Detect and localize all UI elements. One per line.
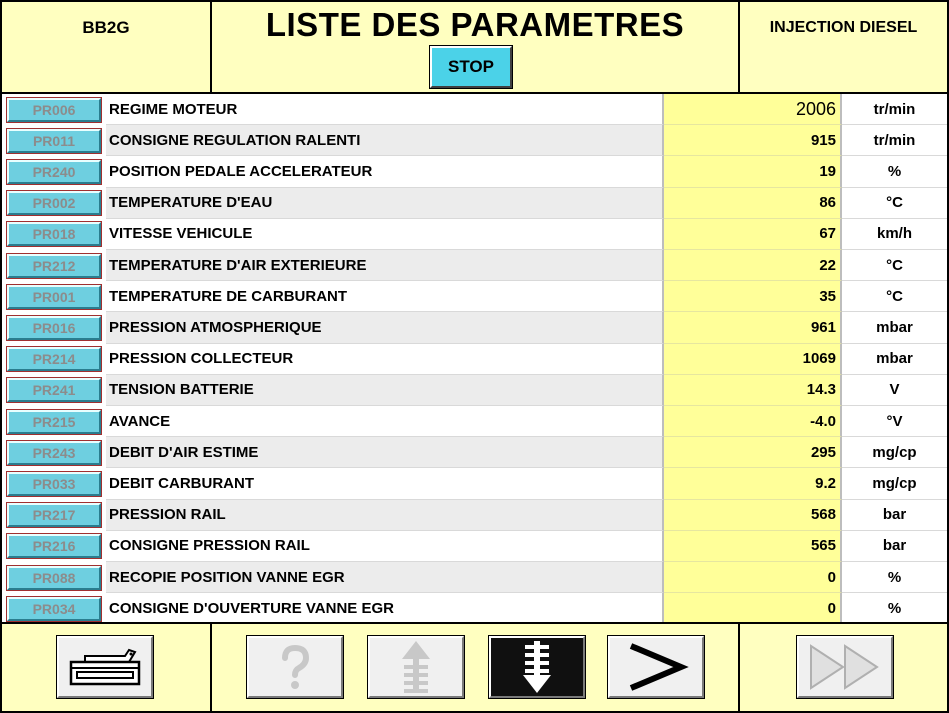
param-code-cell	[2, 500, 106, 531]
table-row	[2, 94, 947, 125]
system-name: INJECTION DIESEL	[769, 19, 918, 36]
param-unit: °C	[842, 188, 947, 219]
table-row	[2, 531, 947, 562]
chevron-right-icon	[621, 640, 691, 694]
param-unit: bar	[842, 531, 947, 562]
param-label: VITESSE VEHICULE	[106, 219, 664, 250]
scroll-down-button[interactable]	[489, 636, 585, 698]
param-value: -4.0	[664, 406, 842, 437]
param-value: 915	[664, 125, 842, 156]
param-value: 0	[664, 593, 842, 624]
param-value: 295	[664, 437, 842, 468]
param-code-cell	[2, 94, 106, 125]
param-unit: %	[842, 156, 947, 187]
param-value: 9.2	[664, 468, 842, 499]
param-label: REGIME MOTEUR	[106, 94, 664, 125]
parameter-list	[0, 94, 949, 622]
help-button[interactable]	[247, 636, 343, 698]
param-code-button[interactable]: PR033	[7, 472, 101, 496]
param-code-cell	[2, 531, 106, 562]
param-unit: %	[842, 593, 947, 624]
param-label: TEMPERATURE DE CARBURANT	[106, 281, 664, 312]
param-label: DEBIT CARBURANT	[106, 468, 664, 499]
param-code-button[interactable]: PR001	[7, 285, 101, 309]
printer-icon	[65, 642, 145, 692]
param-code-button[interactable]: PR212	[7, 254, 101, 278]
table-row	[2, 406, 947, 437]
table-row	[2, 250, 947, 281]
system-panel	[740, 0, 949, 94]
table-row	[2, 375, 947, 406]
param-unit: °C	[842, 250, 947, 281]
table-row	[2, 562, 947, 593]
table-row	[2, 312, 947, 343]
param-code-cell	[2, 250, 106, 281]
param-value: 0	[664, 562, 842, 593]
param-value: 565	[664, 531, 842, 562]
fast-forward-icon	[805, 642, 885, 692]
table-row	[2, 281, 947, 312]
param-unit: °V	[842, 406, 947, 437]
param-label: TEMPERATURE D'AIR EXTERIEURE	[106, 250, 664, 281]
param-label: PRESSION RAIL	[106, 500, 664, 531]
param-label: PRESSION ATMOSPHERIQUE	[106, 312, 664, 343]
param-code-button[interactable]: PR016	[7, 316, 101, 340]
page-title: LISTE DES PARAMETRES	[265, 6, 685, 43]
param-code-button[interactable]: PR240	[7, 160, 101, 184]
param-code-cell	[2, 562, 106, 593]
vehicle-code: BB2G	[82, 18, 130, 37]
param-label: DEBIT D'AIR ESTIME	[106, 437, 664, 468]
param-unit: km/h	[842, 219, 947, 250]
table-row	[2, 188, 947, 219]
param-label: TEMPERATURE D'EAU	[106, 188, 664, 219]
param-value: 19	[664, 156, 842, 187]
fast-forward-button[interactable]	[797, 636, 893, 698]
param-code-button[interactable]: PR217	[7, 503, 101, 527]
param-code-button[interactable]: PR241	[7, 378, 101, 402]
param-value: 14.3	[664, 375, 842, 406]
param-code-button[interactable]: PR002	[7, 191, 101, 215]
param-label: PRESSION COLLECTEUR	[106, 344, 664, 375]
param-value: 22	[664, 250, 842, 281]
param-unit: V	[842, 375, 947, 406]
param-unit: bar	[842, 500, 947, 531]
param-code-cell	[2, 125, 106, 156]
footer-divider	[210, 624, 212, 711]
param-unit: tr/min	[842, 94, 947, 125]
print-button[interactable]	[57, 636, 153, 698]
param-unit: tr/min	[842, 125, 947, 156]
param-code-button[interactable]: PR018	[7, 222, 101, 246]
param-label: RECOPIE POSITION VANNE EGR	[106, 562, 664, 593]
param-label: AVANCE	[106, 406, 664, 437]
param-code-button[interactable]: PR215	[7, 410, 101, 434]
table-row	[2, 593, 947, 624]
param-value: 86	[664, 188, 842, 219]
param-code-button[interactable]: PR034	[7, 597, 101, 621]
param-value: 2006	[664, 94, 842, 125]
param-code-cell	[2, 156, 106, 187]
param-code-button[interactable]: PR088	[7, 566, 101, 590]
param-label: CONSIGNE REGULATION RALENTI	[106, 125, 664, 156]
stop-button[interactable]: STOP	[430, 46, 512, 88]
table-row	[2, 344, 947, 375]
table-row	[2, 500, 947, 531]
param-code-cell	[2, 437, 106, 468]
arrow-down-icon	[517, 639, 557, 695]
param-code-button[interactable]: PR214	[7, 347, 101, 371]
param-unit: mbar	[842, 312, 947, 343]
arrow-up-icon	[396, 639, 436, 695]
param-label: CONSIGNE D'OUVERTURE VANNE EGR	[106, 593, 664, 624]
param-code-cell	[2, 468, 106, 499]
param-code-button[interactable]: PR011	[7, 129, 101, 153]
param-label: POSITION PEDALE ACCELERATEUR	[106, 156, 664, 187]
param-value: 67	[664, 219, 842, 250]
footer-toolbar	[0, 622, 949, 713]
footer-divider	[738, 624, 740, 711]
table-row	[2, 437, 947, 468]
table-row	[2, 125, 947, 156]
vehicle-code-panel	[0, 0, 212, 94]
param-unit: mg/cp	[842, 468, 947, 499]
next-button[interactable]	[608, 636, 704, 698]
param-unit: °C	[842, 281, 947, 312]
param-code-cell	[2, 281, 106, 312]
param-code-cell	[2, 219, 106, 250]
question-mark-icon	[270, 642, 320, 692]
param-code-button[interactable]: PR216	[7, 534, 101, 558]
param-code-cell	[2, 406, 106, 437]
param-code-button[interactable]: PR243	[7, 441, 101, 465]
param-value: 35	[664, 281, 842, 312]
scroll-up-button[interactable]	[368, 636, 464, 698]
param-value: 961	[664, 312, 842, 343]
param-code-cell	[2, 344, 106, 375]
param-code-button[interactable]: PR006	[7, 98, 101, 122]
param-code-cell	[2, 593, 106, 624]
param-unit: %	[842, 562, 947, 593]
param-label: CONSIGNE PRESSION RAIL	[106, 531, 664, 562]
param-value: 1069	[664, 344, 842, 375]
table-row	[2, 219, 947, 250]
param-unit: mbar	[842, 344, 947, 375]
param-label: TENSION BATTERIE	[106, 375, 664, 406]
param-code-cell	[2, 375, 106, 406]
param-unit: mg/cp	[842, 437, 947, 468]
param-value: 568	[664, 500, 842, 531]
table-row	[2, 468, 947, 499]
param-code-cell	[2, 312, 106, 343]
title-panel	[212, 0, 740, 94]
table-row	[2, 156, 947, 187]
param-code-cell	[2, 188, 106, 219]
